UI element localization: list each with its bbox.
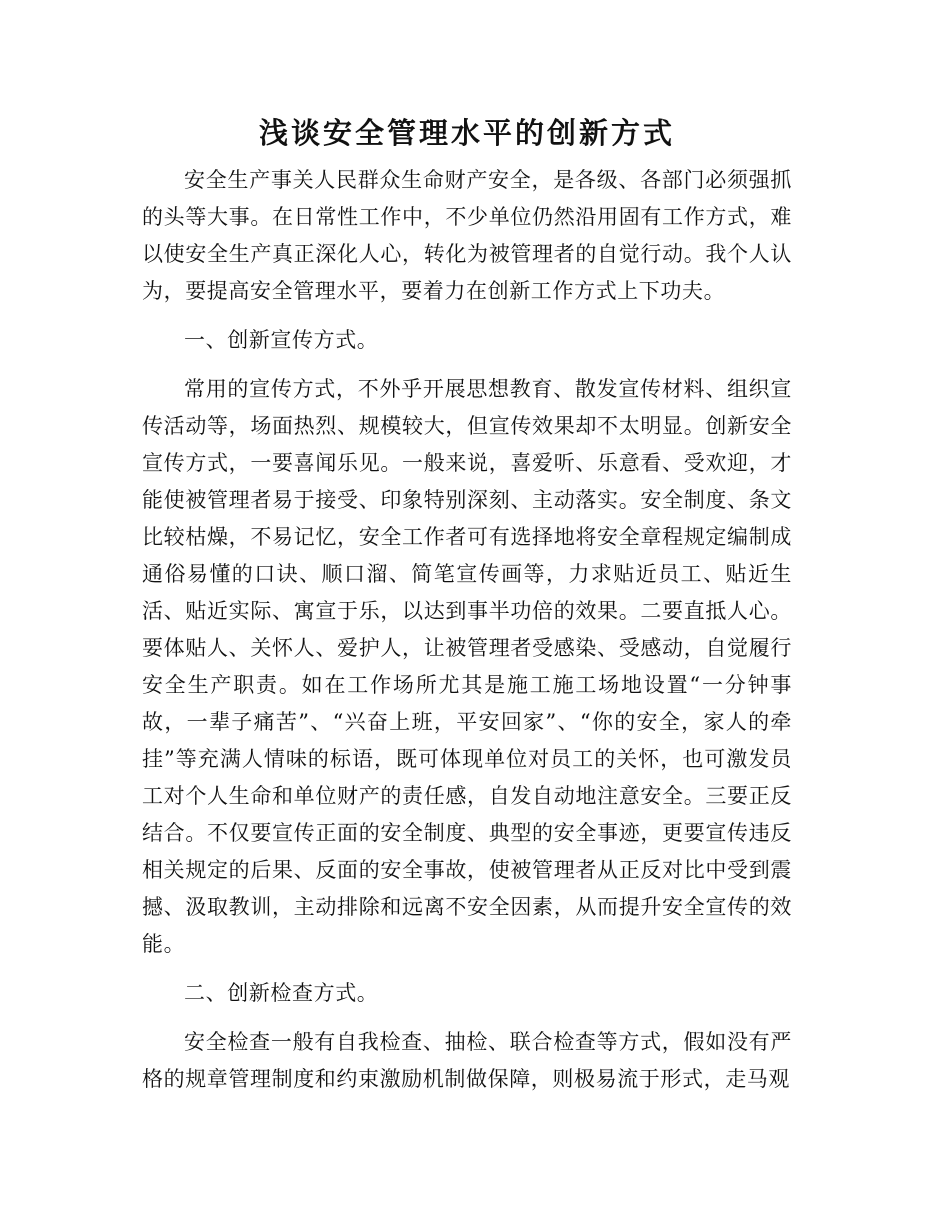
section-body-2: 安全检查一般有自我检查、抽检、联合检查等方式，假如没有严格的规章管理制度和约束激励机制做保障，则极易流于形式，走马观: [142, 1030, 792, 1091]
document-page: [142, 110, 792, 1098]
section-heading-1: 一、创新宣传方式。: [184, 328, 379, 352]
document-title: 浅谈安全管理水平的创新方式: [258, 116, 675, 150]
section-heading-2: 二、创新检查方式。: [184, 981, 379, 1005]
section-body-1: 常用的宣传方式，不外乎开展思想教育、散发宣传材料、组织宣传活动等，场面热烈、规模较大，但宣传效果却不太明显。创新安全宣传方式，一要喜闻乐见。一般来说，喜爱听、乐意看、受欢迎，才能使被管理者易于接受、印象特别深刻、主动落实。安全制度、条文比较枯燥，不易记忆，安全工作者可有选择地将安全章程规定编制成通俗易懂的口诀、顺口溜、简笔宣传画等，力求贴近员工、贴近生活、贴近实际、寓宣于乐，以达到事半功倍的效果。二要直抵人心。要体贴人、关怀人、爱护人，让被管理者受感染、受感动，自觉履行安全生产职责。如在工作场所尤其是施工施工场地设置“一分钟事故，一辈子痛苦”、“兴奋上班，平安回家”、“你的安全，家人的牵挂”等充满人情味的标语，既可体现单位对员工的关怀，也可激发员工对个人生命和单位财产的责任感，自发自动地注意安全。三要正反结合。不仅要宣传正面的安全制度、典型的安全事迹，更要宣传违反相关规定的后果、反面的安全事故，使被管理者从正反对比中受到震撼、汲取教训，主动排除和远离不安全因素，从而提升安全宣传的效能。: [142, 377, 792, 956]
intro-paragraph: 安全生产事关人民群众生命财产安全，是各级、各部门必须强抓的头等大事。在日常性工作中，不少单位仍然沿用固有工作方式，难以使安全生产真正深化人心，转化为被管理者的自觉行动。我个人认为，要提高安全管理水平，要着力在创新工作方式上下功夫。: [142, 168, 792, 303]
